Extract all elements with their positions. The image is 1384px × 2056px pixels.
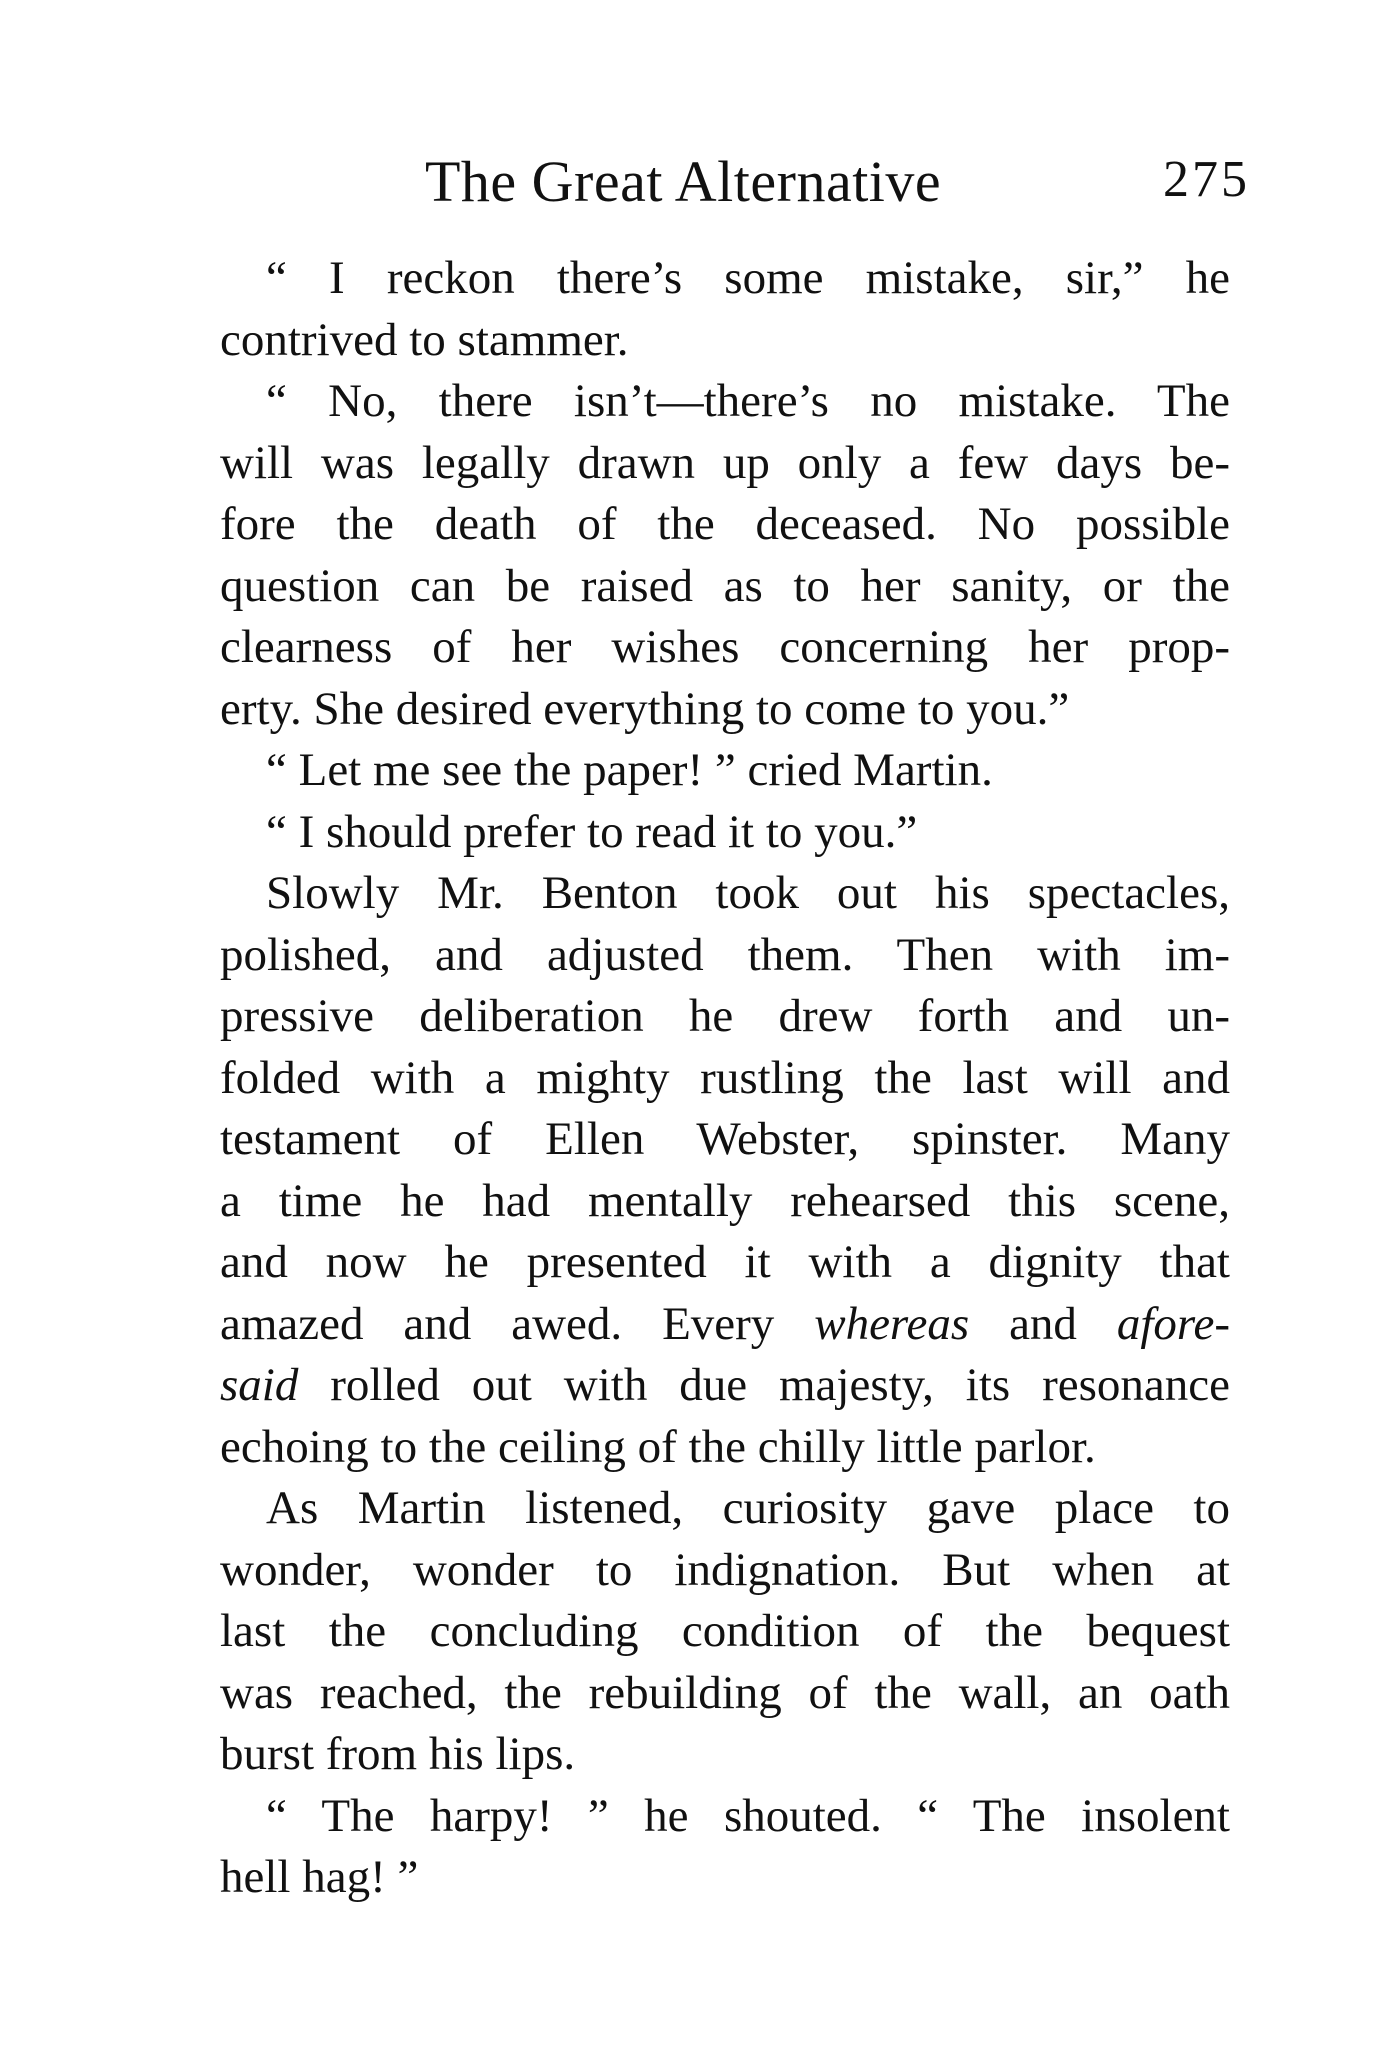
italic-word: said — [220, 1359, 299, 1411]
text-line: echoing to the ceiling of the chilly little parlor. — [220, 1420, 1096, 1473]
text-segment: amazed and awed. Every — [220, 1297, 815, 1350]
text-line: was reached, the rebuilding of the wall, an oath — [220, 1666, 1230, 1719]
text-line: polished, and adjusted them. Then with im- — [220, 928, 1230, 981]
text-line — [220, 1355, 1230, 1417]
text-line: question can be raised as to her sanity, or the — [220, 559, 1230, 612]
text-line: “ I should prefer to read it to you.” — [266, 805, 918, 858]
text-line: fore the death of the deceased. No possible — [220, 498, 1230, 550]
text-line: “ No, there isn’t—there’s no mistake. The — [266, 375, 1230, 427]
page-number: 275 — [1163, 151, 1250, 208]
text-line: Slowly Mr. Benton took out his spectacles, — [266, 867, 1230, 919]
text-line: and now he presented it with a dignity that — [220, 1236, 1230, 1288]
text-line: As Martin listened, curiosity gave place to — [266, 1482, 1230, 1534]
text-line: a time he had mentally rehearsed this scene, — [220, 1174, 1230, 1227]
text-line: pressive deliberation he drew forth and un- — [220, 990, 1230, 1042]
text-line — [220, 1294, 1230, 1356]
text-line: “ I reckon there’s some mistake, sir,” he — [266, 252, 1230, 304]
text-line: “ Let me see the paper! ” cried Martin. — [266, 744, 993, 796]
text-line: burst from his lips. — [220, 1728, 576, 1780]
text-line: “ The harpy! ” he shouted. “ The insolent — [266, 1789, 1230, 1842]
text-segment: rolled out with due majesty, its resonance — [298, 1359, 1230, 1411]
text-line: folded with a mighty rustling the last will and — [220, 1051, 1230, 1104]
text-segment: and — [969, 1297, 1117, 1350]
text-line: clearness of her wishes concerning her prop- — [220, 621, 1230, 673]
body-text — [220, 248, 1230, 1909]
text-line: last the concluding condition of the bequest — [220, 1605, 1230, 1657]
text-line: contrived to stammer. — [220, 313, 629, 366]
running-title: The Great Alternative — [425, 149, 942, 214]
text-line: erty. She desired everything to come to you.” — [220, 682, 1070, 735]
italic-word: afore- — [1116, 1297, 1230, 1350]
text-line: hell hag! ” — [220, 1851, 419, 1903]
text-line: wonder, wonder to indignation. But when at — [220, 1543, 1230, 1596]
page-header — [220, 148, 1250, 220]
text-line: will was legally drawn up only a few days be- — [220, 436, 1230, 489]
text-line: testament of Ellen Webster, spinster. Many — [220, 1113, 1230, 1165]
italic-word: whereas — [814, 1297, 970, 1350]
